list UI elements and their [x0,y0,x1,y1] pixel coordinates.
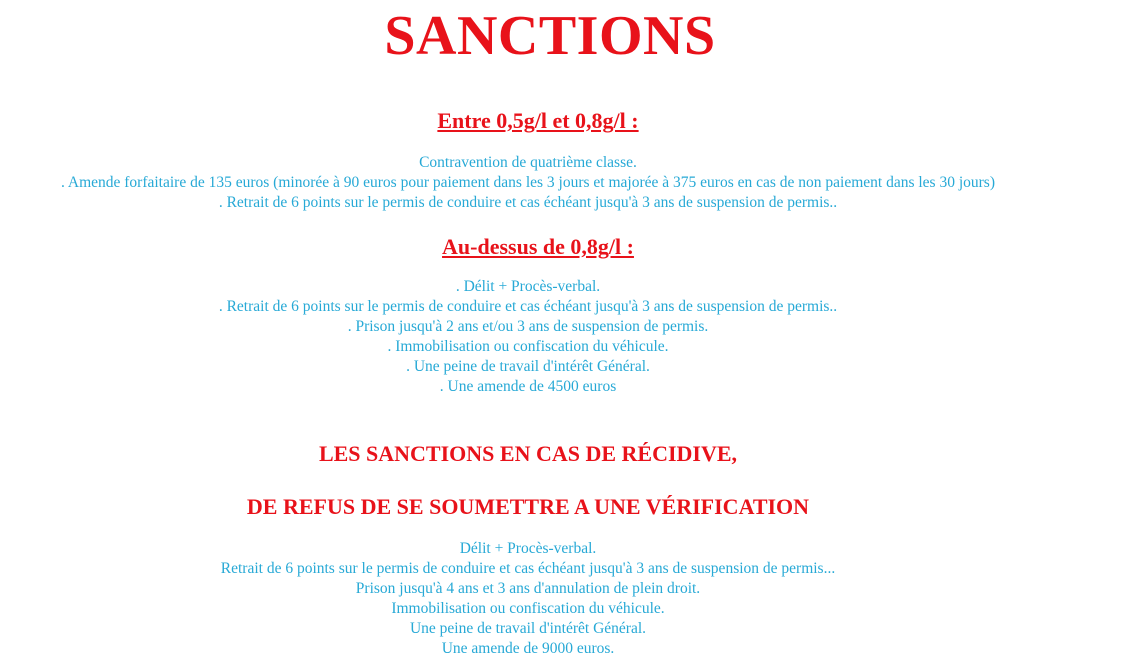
list-item: . Délit + Procès-verbal. [455,278,601,295]
list-item: Une amende de 9000 euros. [441,640,615,657]
section-heading-0-5-to-0-8: Entre 0,5g/l et 0,8g/l : [437,108,639,133]
list-item: . Amende forfaitaire de 135 euros (minorée à 90 euros pour paiement dans les 3 jours et majorée à 375 euros en cas de non paiement dans les 30 jours) [60,174,995,191]
list-item: Immobilisation ou confiscation du véhicule. [391,600,665,617]
list-item: Retrait de 6 points sur le permis de conduire et cas échéant jusqu'à 3 ans de suspension de permis... [220,560,836,577]
refus-verification-heading: DE REFUS DE SE SOUMETTRE A UNE VÉRIFICATION [246,494,810,519]
list-item: . Une peine de travail d'intérêt Général. [406,358,650,375]
recidive-heading: LES SANCTIONS EN CAS DE RÉCIDIVE, [318,441,738,466]
list-item: . Une amende de 4500 euros [439,378,617,395]
list-item: Prison jusqu'à 4 ans et 3 ans d'annulation de plein droit. [355,580,701,597]
section-3-list [0,539,1056,659]
list-item: Contravention de quatrième classe. [419,154,637,171]
section-heading-above-0-8: Au-dessus de 0,8g/l : [442,234,634,259]
list-item: . Retrait de 6 points sur le permis de conduire et cas échéant jusqu'à 3 ans de suspension de permis.. [218,298,838,315]
list-item: . Immobilisation ou confiscation du véhicule. [387,338,669,355]
section-1-list [0,153,1056,213]
list-item: . Retrait de 6 points sur le permis de conduire et cas échéant jusqu'à 3 ans de suspension de permis.. [218,194,838,211]
list-item: Une peine de travail d'intérêt Général. [409,620,647,637]
page-title: SANCTIONS [384,5,716,67]
list-item: . Prison jusqu'à 2 ans et/ou 3 ans de suspension de permis. [347,318,709,335]
list-item: Délit + Procès-verbal. [459,540,597,557]
section-2-list [0,277,1056,397]
